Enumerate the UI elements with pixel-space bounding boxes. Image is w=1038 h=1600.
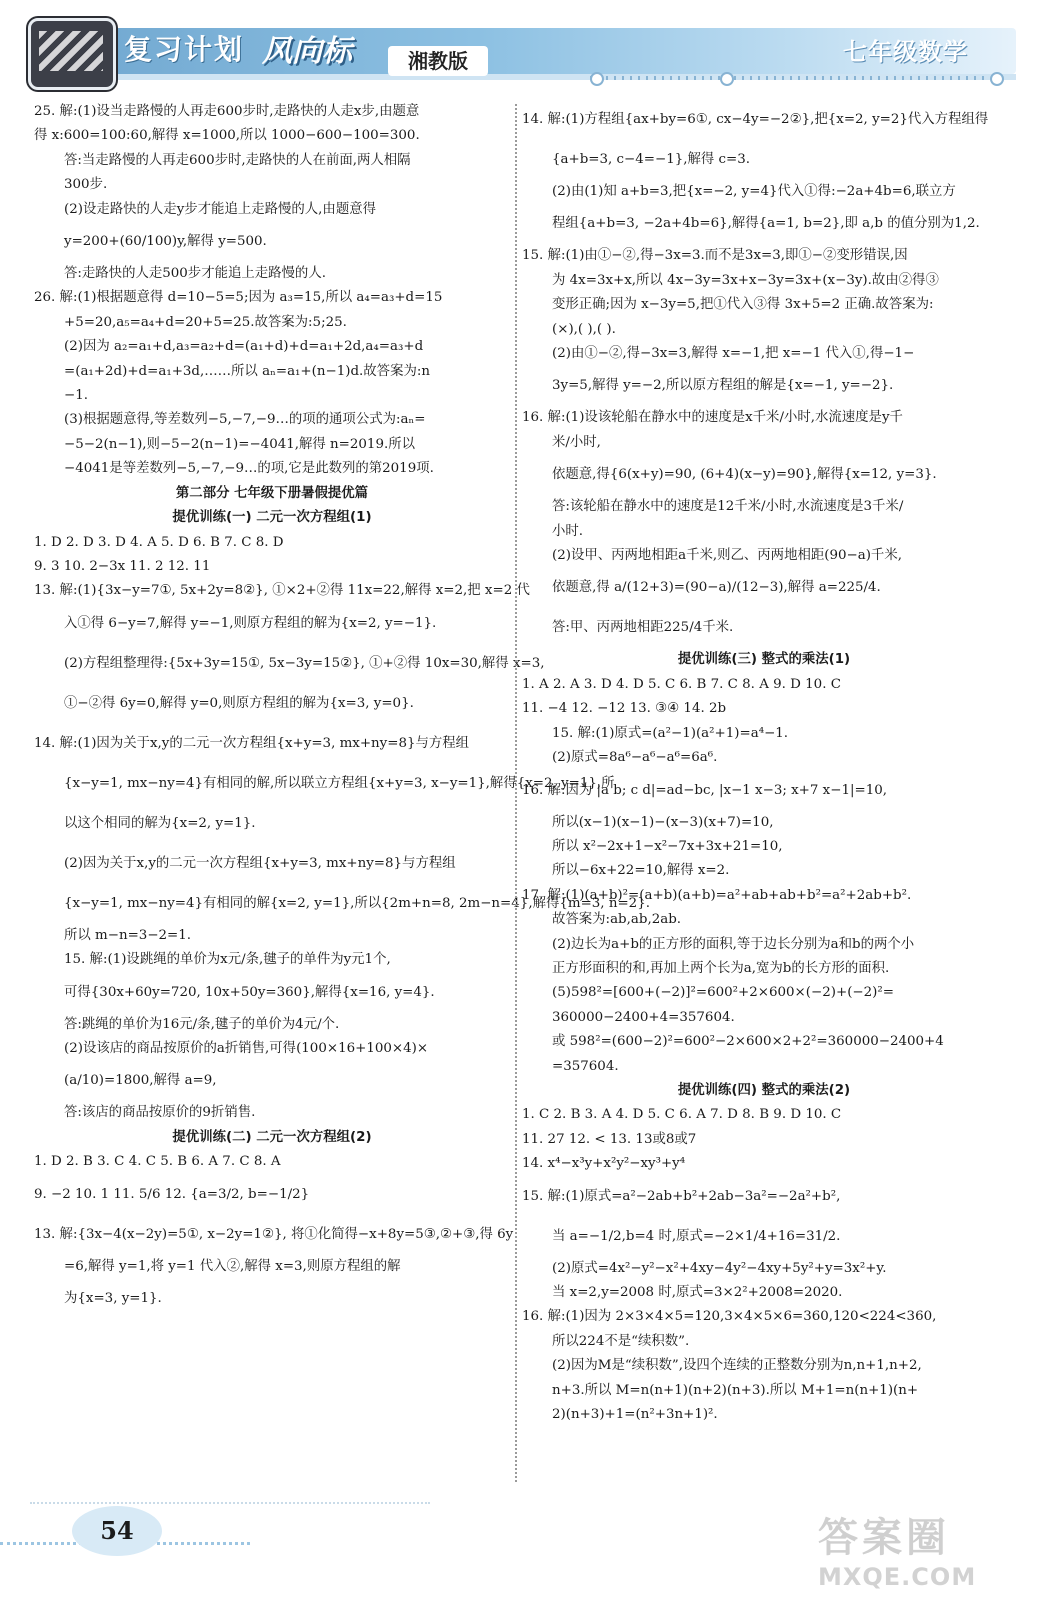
left-text-line: 14. 解:(1)因为关于x,y的二元一次方程组{x+y=3, mx+ny=8}与方程组 — [34, 735, 470, 751]
right-text-line: (2)原式=8a⁶−a⁶−a⁶=6a⁶. — [552, 750, 718, 766]
left-text-line: 25. 解:(1)设当走路慢的人再走600步时,走路快的人走x步,由题意 — [34, 104, 420, 119]
left-text-line: ①−②得 6y=0,解得 y=0,则原方程组的解为{x=3, y=0}. — [64, 695, 414, 711]
left-text-line: 所以 m−n=3−2=1. — [64, 927, 192, 943]
left-text-line: 26. 解:(1)根据题意得 d=10−5=5;因为 a₃=15,所以 a₄=a₃+d=15 — [34, 290, 443, 306]
right-text-line: 正方形面积的和,再加上两个长为a,宽为b的长方形的面积. — [552, 960, 890, 976]
right-text-line: 14. 解:(1)方程组{ax+by=6①, cx−4y=−2②},把{x=2, y=2}代入方程组得 — [522, 112, 989, 127]
left-text-line: {x−y=1, mx−ny=4}有相同的解,所以联立方程组{x+y=3, x−y=1},解得{x=2, y=1},所 — [64, 775, 615, 791]
right-text-line: 当 x=2,y=2008 时,原式=3×2²+2008=2020. — [552, 1285, 843, 1300]
left-text-line: 为{x=3, y=1}. — [64, 1290, 162, 1306]
header-dots — [590, 76, 990, 80]
page-number: 54 — [72, 1506, 162, 1556]
left-text-line: (2)方程组整理得:{5x+3y=15①, 5x−3y=15②}, ①+②得 10x=30,解得 x=3, — [64, 655, 545, 671]
left-text-line: 答:该店的商品按原价的9折销售. — [64, 1105, 256, 1121]
right-text-line: 所以(x−1)(x−1)−(x−3)(x+7)=10, — [552, 814, 774, 830]
left-text-line: 9. 3 10. 2−3x 11. 2 12. 11 — [34, 558, 211, 574]
series-title: 复习计划 — [124, 33, 245, 66]
right-text-line: 答:该轮船在静水中的速度是12千米/小时,水流速度是3千米/ — [552, 499, 904, 515]
edition-badge: 湘教版 — [388, 46, 488, 76]
right-text-line: 小时. — [552, 523, 584, 539]
right-text-line: (2)边长为a+b的正方形的面积,等于边长分别为a和b的两个小 — [552, 936, 915, 952]
right-text-line: 答:甲、丙两地相距225/4千米. — [552, 620, 734, 636]
right-text-line: 17. 解:(1)(a+b)²=(a+b)(a+b)=a²+ab+ab+b²=a²+2ab+b². — [522, 887, 912, 903]
subject-title: 七年级数学 — [843, 38, 968, 66]
section-heading: 提优训练(一) 二元一次方程组(1) — [172, 510, 372, 526]
section-heading: 提优训练(二) 二元一次方程组(2) — [172, 1129, 372, 1145]
left-text-line: 1. D 2. D 3. D 4. A 5. D 6. B 7. C 8. D — [34, 534, 284, 550]
footer-dotted-line — [30, 1502, 430, 1504]
left-text-line: 得 x:600=100:60,解得 x=1000,所以 1000−600−100=300. — [34, 128, 420, 144]
left-text-line: 答:跳绳的单价为16元/条,毽子的单价为4元/个. — [64, 1016, 340, 1032]
left-text-line: 答:当走路慢的人再走600步时,走路快的人在前面,两人相隔 — [64, 152, 411, 168]
left-text-line: 300步. — [64, 177, 108, 193]
right-text-line: 依题意,得 a/(12+3)=(90−a)/(12−3),解得 a=225/4. — [552, 580, 881, 596]
right-text-line: n+3.所以 M=n(n+1)(n+2)(n+3).所以 M+1=n(n+1)(n+ — [552, 1382, 919, 1398]
left-text-line: (2)设该店的商品按原价的a折销售,可得(100×16+100×4)× — [64, 1040, 429, 1056]
left-text-line: 15. 解:(1)设跳绳的单价为x元/条,毽子的单件为y元1个, — [64, 952, 391, 968]
column-divider — [515, 104, 517, 1482]
header-knob-icon — [990, 72, 1004, 86]
left-text-line: 答:走路快的人走500步才能追上走路慢的人. — [64, 266, 326, 282]
right-text-line: 11. −4 12. −12 13. ③④ 14. 2b — [522, 701, 727, 717]
section-heading: 提优训练(四) 整式的乘法(2) — [677, 1082, 851, 1098]
left-text-line: 13. 解:{3x−4(x−2y)=5①, x−2y=1②}, 将①化简得−x+8y=5③,②+③,得 6y — [34, 1226, 514, 1242]
right-text-line: 故答案为:ab,ab,2ab. — [552, 912, 682, 928]
right-text-line: 14. x⁴−x³y+x²y²−xy³+y⁴ — [522, 1156, 686, 1172]
left-text-line: =6,解得 y=1,将 y=1 代入②,解得 x=3,则原方程组的解 — [64, 1258, 401, 1274]
right-text-line: (2)原式=4x²−y²−x²+4xy−4y²−4xy+5y²+y=3x²+y. — [552, 1260, 887, 1276]
left-text-line: (2)因为关于x,y的二元一次方程组{x+y=3, mx+ny=8}与方程组 — [64, 855, 456, 871]
right-text-line: 1. A 2. A 3. D 4. D 5. C 6. B 7. C 8. A 9. D 10. C — [522, 676, 841, 692]
left-text-line: (3)根据题意得,等差数列−5,−7,−9…的项的通项公式为:aₙ= — [64, 412, 426, 428]
right-text-line: 16. 解:因为 |a b; c d|=ad−bc, |x−1 x−3; x+7 x−1|=10, — [522, 782, 887, 798]
right-text-line: 15. 解:(1)原式=a²−2ab+b²+2ab−3a²=−2a²+b², — [522, 1188, 841, 1204]
right-text-line: (5)598²=[600+(−2)]²=600²+2×600×(−2)+(−2)²= — [552, 985, 894, 1001]
left-text-line: (2)因为 a₂=a₁+d,a₃=a₂+d=(a₁+d)+d=a₁+2d,a₄=a₃+d — [64, 339, 424, 355]
left-text-line: (a/10)=1800,解得 a=9, — [64, 1073, 217, 1089]
right-text-line: 程组{a+b=3, −2a+4b=6},解得{a=1, b=2},即 a,b 的值分别为1,2. — [552, 216, 980, 232]
watermark-logo — [818, 1506, 998, 1590]
right-text-line: 为 4x=3x+x,所以 4x−3y=3x+x−3y=3x+(x−3y).故由②得③ — [552, 272, 939, 288]
right-text-line: 2)(n+3)+1=(n²+3n+1)². — [552, 1407, 718, 1423]
right-text-line: 所以224不是“续积数”. — [552, 1333, 690, 1349]
right-text-line: 所以−6x+22=10,解得 x=2. — [552, 863, 730, 879]
left-text-line: −1. — [64, 388, 88, 404]
right-text-line: =357604. — [552, 1058, 619, 1074]
left-text-line: +5=20,a₅=a₄+d=20+5=25.故答案为:5;25. — [64, 314, 347, 330]
section-heading: 第二部分 七年级下册暑假提优篇 — [175, 485, 369, 501]
left-text-line: 以这个相同的解为{x=2, y=1}. — [64, 815, 256, 831]
right-text-line: 16. 解:(1)设该轮船在静水中的速度是x千米/小时,水流速度是y千 — [522, 410, 903, 426]
right-text-line: 15. 解:(1)由①−②,得−3x=3.而不是3x=3,即①−②变形错误,因 — [522, 248, 908, 264]
watermark-bottom-text: MXQE.COM — [818, 1563, 977, 1591]
watermark-top-text: 答案圈 — [818, 1515, 950, 1561]
header-knob-icon — [590, 72, 604, 86]
right-text-line: 米/小时, — [552, 434, 601, 450]
right-text-line: (2)设甲、丙两地相距a千米,则乙、丙两地相距(90−a)千米, — [552, 548, 902, 564]
left-text-line: =(a₁+2d)+d=a₁+3d,……所以 aₙ=a₁+(n−1)d.故答案为:n — [64, 363, 430, 379]
left-text-line: (2)设走路快的人走y步才能追上走路慢的人,由题意得 — [64, 201, 376, 217]
left-text-line: 13. 解:(1){3x−y=7①, 5x+2y=8②}, ①×2+②得 11x=22,解得 x=2,把 x=2 代 — [34, 583, 530, 599]
right-text-line: 或 598²=(600−2)²=600²−2×600×2+2²=360000−2400+4 — [552, 1034, 944, 1050]
right-text-line: 16. 解:(1)因为 2×3×4×5=120,3×4×5×6=360,120<224<360, — [522, 1309, 937, 1325]
header-knob-icon — [720, 72, 734, 86]
right-text-line: 360000−2400+4=357604. — [552, 1009, 735, 1025]
right-text-line: (×),( ),( ). — [552, 321, 616, 337]
section-heading: 提优训练(三) 整式的乘法(1) — [677, 652, 851, 668]
right-text-line: 1. C 2. B 3. A 4. D 5. C 6. A 7. D 8. B 9. D 10. C — [522, 1107, 842, 1123]
right-text-line: (2)由①−②,得−3x=3,解得 x=−1,把 x=−1 代入①,得−1− — [552, 346, 915, 362]
right-text-line: 所以 x²−2x+1−x²−7x+3x+21=10, — [552, 838, 783, 854]
right-text-line: 15. 解:(1)原式=(a²−1)(a²+1)=a⁴−1. — [552, 725, 789, 741]
left-text-line: 入①得 6−y=7,解得 y=−1,则原方程组的解为{x=2, y=−1}. — [64, 615, 437, 631]
right-column — [522, 100, 1006, 1427]
right-text-line: 当 a=−1/2,b=4 时,原式=−2×1/4+16=31/2. — [552, 1228, 841, 1244]
page-header — [0, 0, 1038, 90]
left-text-line: 可得{30x+60y=720, 10x+50y=360},解得{x=16, y=4}. — [64, 984, 435, 1000]
left-text-line: −5−2(n−1),则−5−2(n−1)=−4041,解得 n=2019.所以 — [64, 436, 416, 452]
right-text-line: (2)由(1)知 a+b=3,把{x=−2, y=4}代入①得:−2a+4b=6,联立方 — [552, 184, 956, 199]
right-text-line: 依题意,得{6(x+y)=90, (6+4)(x−y)=90},解得{x=12, y=3}. — [552, 467, 937, 483]
left-text-line: {x−y=1, mx−ny=4}有相同的解{x=2, y=1},所以{2m+n=8, 2m−n=4},解得{m=3, n=2}. — [64, 895, 650, 911]
left-text-line: 9. −2 10. 1 11. 5/6 12. {a=3/2, b=−1/2} — [34, 1186, 310, 1202]
left-text-line: y=200+(60/100)y,解得 y=500. — [64, 234, 267, 250]
left-text-line: 1. D 2. B 3. C 4. C 5. B 6. A 7. C 8. A — [34, 1154, 281, 1170]
right-text-line: 3y=5,解得 y=−2,所以原方程组的解是{x=−1, y=−2}. — [552, 378, 894, 394]
right-text-line: 变形正确;因为 x−3y=5,把①代入③得 3x+5=2 正确.故答案为: — [552, 297, 934, 313]
left-text-line: −4041是等差数列−5,−7,−9…的项,它是此数列的第2019项. — [64, 461, 434, 477]
right-text-line: (2)因为M是“续积数”,设四个连续的正整数分别为n,n+1,n+2, — [552, 1358, 922, 1374]
right-text-line: 11. 27 12. < 13. 13或8或7 — [522, 1131, 697, 1147]
brand-logo-icon — [28, 18, 116, 90]
brand-name: 风向标 — [262, 34, 352, 69]
right-text-line: {a+b=3, c−4=−1},解得 c=3. — [552, 152, 751, 167]
